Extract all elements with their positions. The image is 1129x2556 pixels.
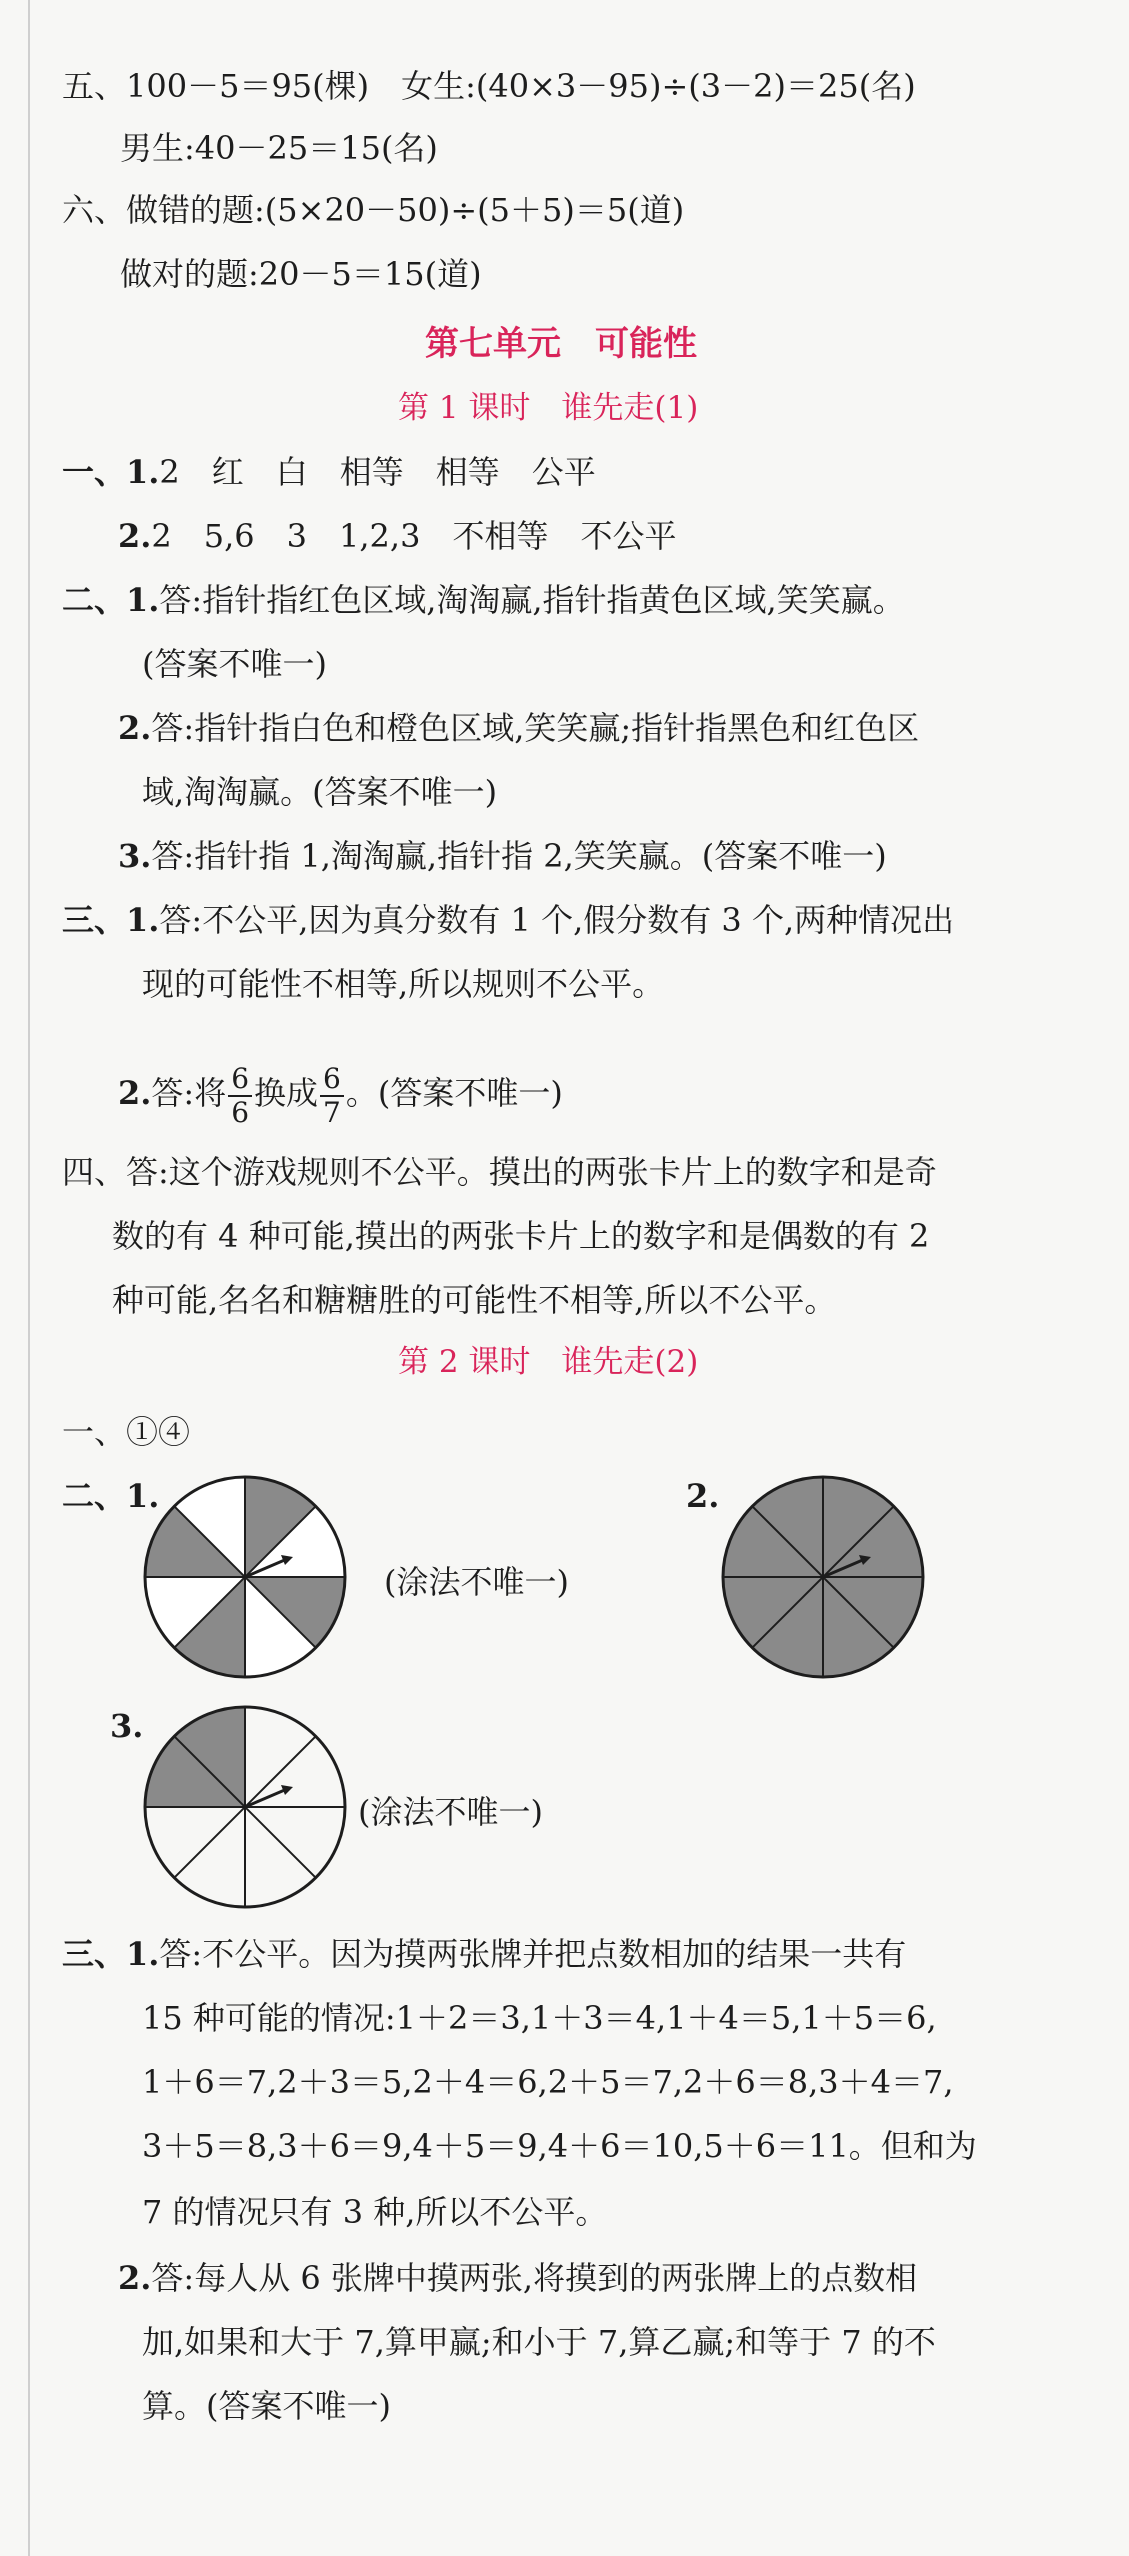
fraction-6-7 (320, 1063, 344, 1129)
s2-2-text: 答:指针指白色和橙色区域,笑笑赢;指针指黑色和红色区 (151, 709, 920, 747)
t2-2-label: 2. (686, 1477, 720, 1515)
s2-3-text: 答:指针指 1,淘淘赢,指针指 2,笑笑赢。(答案不唯一) (151, 837, 887, 875)
t3-1-text: 答:不公平。因为摸两张牌并把点数相加的结果一共有 (159, 1935, 907, 1973)
frac1-den: 6 (231, 1095, 250, 1129)
t3-2-text: 答:每人从 6 张牌中摸两张,将摸到的两张牌上的点数相 (151, 2259, 918, 2297)
s4-text2: 数的有 4 种可能,摸出的两张卡片上的数字和是偶数的有 2 (112, 1217, 930, 1255)
s3-1-text2: 现的可能性不相等,所以规则不公平。 (142, 965, 665, 1003)
t2-note1: (涂法不唯一) (384, 1563, 569, 1601)
spinner-3 (140, 1702, 350, 1912)
frac2-den: 7 (323, 1095, 341, 1129)
answer-5-boys: 男生:40－25＝15(名) (120, 129, 438, 167)
page-border (28, 0, 30, 2556)
s2-3-label: 3. (118, 837, 152, 875)
s2-1 (62, 578, 905, 622)
t3-1-text5: 7 的情况只有 3 种,所以不公平。 (142, 2193, 608, 2231)
frac1-num: 6 (228, 1063, 252, 1097)
t2-label: 二、1. (62, 1477, 160, 1515)
s3-2-label: 2. (118, 1074, 152, 1112)
frac2-num: 6 (320, 1063, 344, 1097)
s2-3 (118, 834, 887, 878)
answer-6-correct: 做对的题:20－5＝15(道) (120, 255, 482, 293)
t3-1-text3: 1＋6＝7,2＋3＝5,2＋4＝6,2＋5＝7,2＋6＝8,3＋4＝7, (142, 2063, 954, 2101)
s3-label: 三、1. (62, 901, 160, 939)
t2-3-label: 3. (110, 1707, 144, 1745)
t3-label: 三、1. (62, 1935, 160, 1973)
s3-2-mid: 换成 (254, 1074, 319, 1112)
t3-2-label: 2. (118, 2259, 152, 2297)
s1-1 (62, 450, 596, 494)
t2-note3: (涂法不唯一) (358, 1793, 543, 1831)
s1-2-label: 2. (118, 517, 152, 555)
s1-text: 2 红 白 相等 相等 公平 (159, 453, 596, 491)
s2-2 (118, 706, 919, 750)
answer-6: 六、做错的题:(5×20－50)÷(5＋5)＝5(道) (62, 191, 685, 229)
answer-5: 五、100－5＝95(棵) 女生:(40×3－95)÷(3－2)＝25(名) (62, 67, 916, 105)
t3-2-text3: 算。(答案不唯一) (142, 2387, 391, 2425)
t3-1-text2: 15 种可能的情况:1＋2＝3,1＋3＝4,1＋4＝5,1＋5＝6, (142, 1999, 937, 2037)
t1: 一、①④ (62, 1413, 191, 1451)
s1-2 (118, 514, 676, 558)
s1-label: 一、1. (62, 453, 160, 491)
s3-2-post: 。(答案不唯一) (345, 1074, 563, 1112)
s2-2-text2: 域,淘淘赢。(答案不唯一) (142, 773, 498, 811)
lesson-2-title: 第 2 课时 谁先走(2) (398, 1344, 699, 1380)
unit-title: 第七单元 可能性 (425, 324, 697, 364)
s1-2-text: 2 5,6 3 1,2,3 不相等 不公平 (151, 517, 677, 555)
s4-text: 四、答:这个游戏规则不公平。摸出的两张卡片上的数字和是奇 (62, 1153, 937, 1191)
t3-1-text4: 3＋5＝8,3＋6＝9,4＋5＝9,4＋6＝10,5＋6＝11。但和为 (142, 2127, 977, 2165)
s3-1 (62, 898, 954, 942)
fraction-6-6 (228, 1063, 252, 1129)
s2-label: 二、1. (62, 581, 160, 619)
lesson-1-title: 第 1 课时 谁先走(1) (398, 390, 699, 426)
s3-2-pre: 答:将 (151, 1074, 227, 1112)
s3-1-text: 答:不公平,因为真分数有 1 个,假分数有 3 个,两种情况出 (159, 901, 955, 939)
s2-2-label: 2. (118, 709, 152, 747)
t3-2-text2: 加,如果和大于 7,算甲赢;和小于 7,算乙赢;和等于 7 的不 (142, 2323, 936, 2361)
spinner-2 (718, 1472, 928, 1682)
s2-1-text: 答:指针指红色区域,淘淘赢,指针指黄色区域,笑笑赢。 (159, 581, 905, 619)
s3-2 (118, 1058, 563, 1129)
s4-text3: 种可能,名名和糖糖胜的可能性不相等,所以不公平。 (112, 1281, 837, 1319)
spinner-1 (140, 1472, 350, 1682)
t3-2 (118, 2256, 917, 2300)
t3-1 (62, 1932, 906, 1976)
s2-1-note: (答案不唯一) (142, 645, 327, 683)
